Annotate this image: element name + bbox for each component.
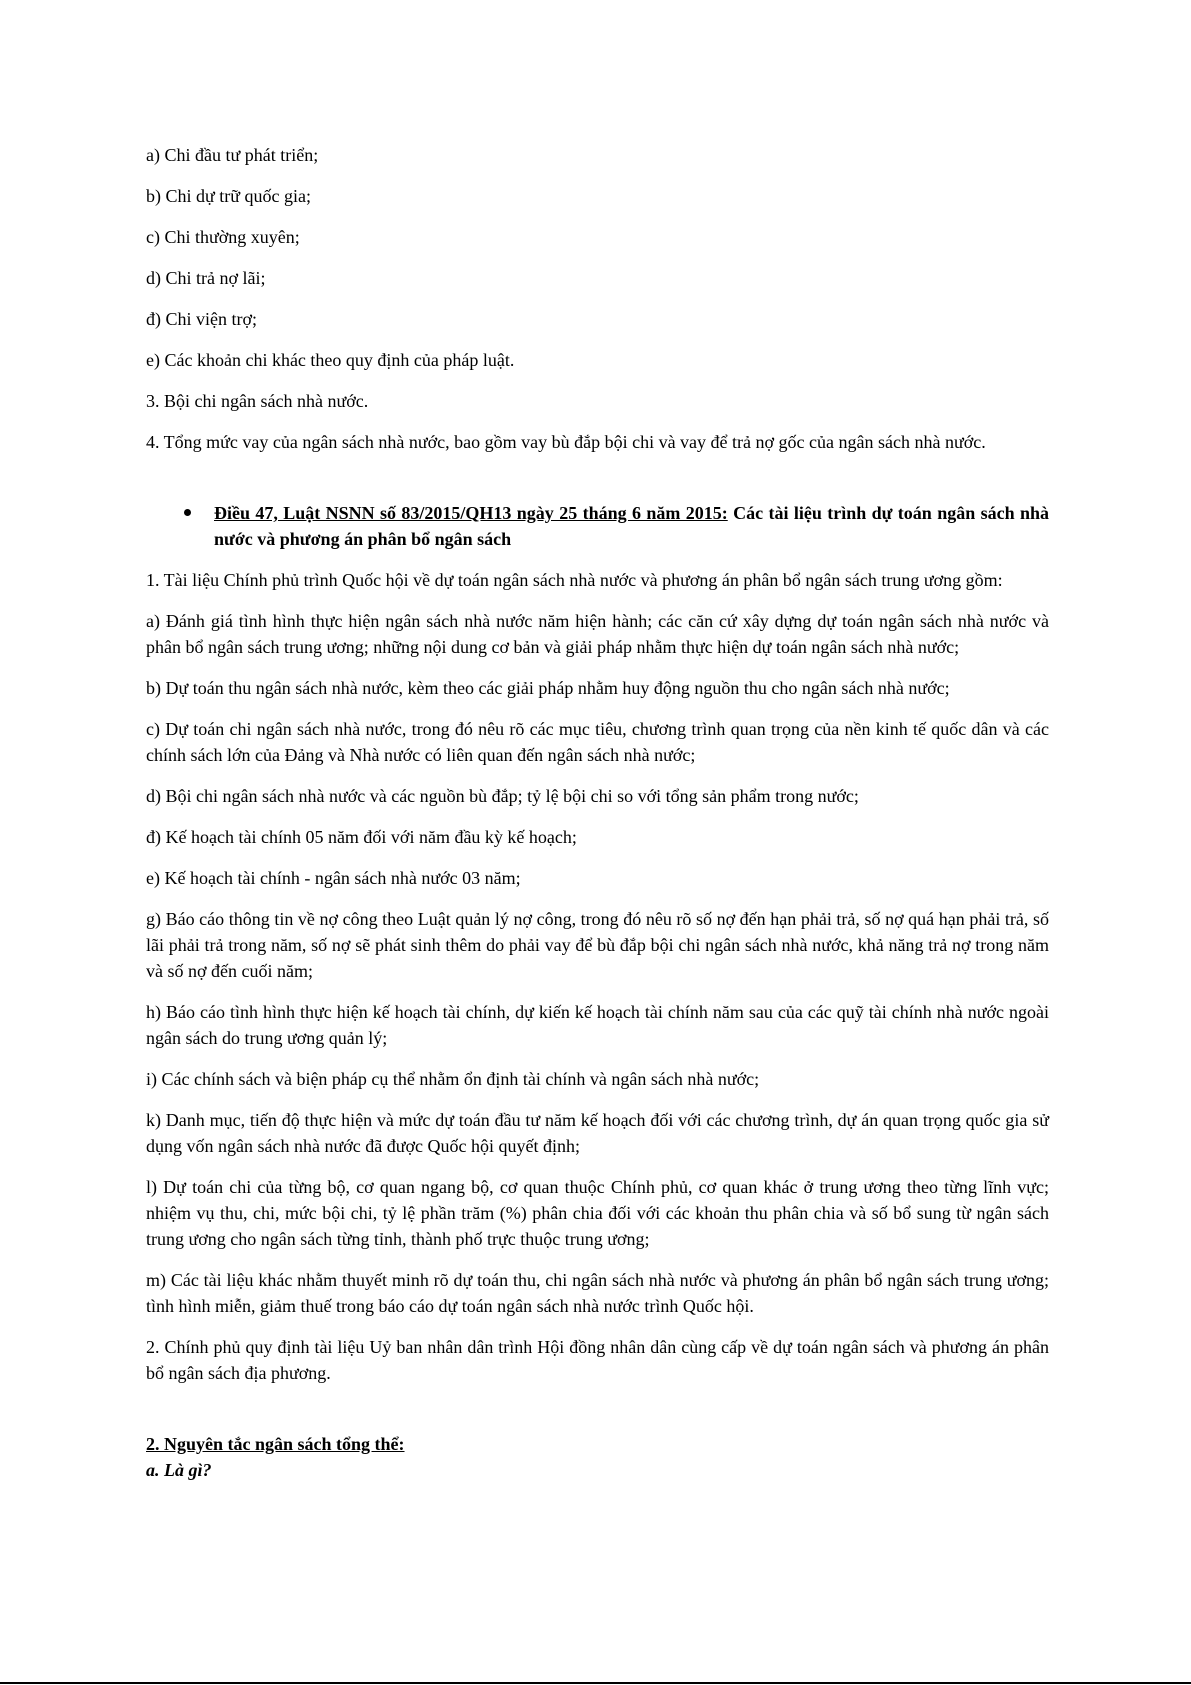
- article-heading: [146, 500, 1049, 552]
- list-item: e) Các khoản chi khác theo quy định của pháp luật.: [146, 350, 515, 370]
- list-item: d) Chi trả nợ lãi;: [146, 268, 266, 288]
- paragraph: 2. Chính phủ quy định tài liệu Uỷ ban nhân dân trình Hội đồng nhân dân cùng cấp về dự toán ngân sách và phương án phân bổ ngân sách địa phương.: [146, 1337, 1049, 1383]
- paragraph: h) Báo cáo tình hình thực hiện kế hoạch tài chính, dự kiến kế hoạch tài chính năm sau của các quỹ tài chính nhà nước ngoài ngân sách do trung ương quản lý;: [146, 1002, 1049, 1048]
- article-reference: Điều 47, Luật NSNN số 83/2015/QH13 ngày 25 tháng 6 năm 2015:: [214, 503, 728, 523]
- paragraph: 1. Tài liệu Chính phủ trình Quốc hội về dự toán ngân sách nhà nước và phương án phân bổ ngân sách trung ương gồm:: [146, 570, 1003, 590]
- section-title: 2. Nguyên tắc ngân sách tổng thể:: [146, 1434, 405, 1454]
- paragraph: l) Dự toán chi của từng bộ, cơ quan ngang bộ, cơ quan thuộc Chính phủ, cơ quan khác ở trung ương theo từng lĩnh vực; nhiệm vụ thu, chi, mức bội chi, tỷ lệ phần trăm (%) phân chia đối với các khoản thu phân chia và số bổ sung từ ngân sách trung ương cho ngân sách từng tỉnh, thành phố trực thuộc trung ương;: [146, 1177, 1049, 1249]
- paragraph: m) Các tài liệu khác nhằm thuyết minh rõ dự toán thu, chi ngân sách nhà nước và phương án phân bổ ngân sách trung ương; tình hình miễn, giảm thuế trong báo cáo dự toán ngân sách nhà nước trình Quốc hội.: [146, 1270, 1049, 1316]
- paragraph: d) Bội chi ngân sách nhà nước và các nguồn bù đắp; tỷ lệ bội chi so với tổng sản phẩm trong nước;: [146, 786, 859, 806]
- paragraph: e) Kế hoạch tài chính - ngân sách nhà nước 03 năm;: [146, 868, 521, 888]
- paragraph: a) Đánh giá tình hình thực hiện ngân sách nhà nước năm hiện hành; các căn cứ xây dựng dự toán ngân sách nhà nước và phân bổ ngân sách trung ương; những nội dung cơ bản và giải pháp nhằm thực hiện dự toán ngân sách nhà nước;: [146, 611, 1049, 657]
- list-item: a) Chi đầu tư phát triển;: [146, 145, 319, 165]
- paragraph: đ) Kế hoạch tài chính 05 năm đối với năm đầu kỳ kế hoạch;: [146, 827, 577, 847]
- bullet-icon: [146, 500, 214, 552]
- paragraph: k) Danh mục, tiến độ thực hiện và mức dự toán đầu tư năm kế hoạch đối với các chương trình, dự án quan trọng quốc gia sử dụng vốn ngân sách nhà nước đã được Quốc hội quyết định;: [146, 1110, 1049, 1156]
- section-subtitle: a. Là gì?: [146, 1460, 212, 1480]
- paragraph: b) Dự toán thu ngân sách nhà nước, kèm theo các giải pháp nhằm huy động nguồn thu cho ngân sách nhà nước;: [146, 678, 950, 698]
- list-item: đ) Chi viện trợ;: [146, 309, 258, 329]
- document-page: [146, 142, 1049, 1483]
- paragraph: c) Dự toán chi ngân sách nhà nước, trong đó nêu rõ các mục tiêu, chương trình quan trọng của nền kinh tế quốc dân và các chính sách lớn của Đảng và Nhà nước có liên quan đến ngân sách nhà nước;: [146, 719, 1049, 765]
- list-item: c) Chi thường xuyên;: [146, 227, 300, 247]
- paragraph: i) Các chính sách và biện pháp cụ thể nhằm ổn định tài chính và ngân sách nhà nước;: [146, 1069, 760, 1089]
- list-item: b) Chi dự trữ quốc gia;: [146, 186, 311, 206]
- paragraph: g) Báo cáo thông tin về nợ công theo Luật quản lý nợ công, trong đó nêu rõ số nợ đến hạn phải trả, số nợ quá hạn phải trả, số lãi phải trả trong năm, số nợ sẽ phát sinh thêm do phải vay để bù đắp bội chi ngân sách nhà nước, khả năng trả nợ trong năm và số nợ đến cuối năm;: [146, 909, 1049, 981]
- page-bottom-rule: [0, 1682, 1191, 1684]
- list-item: 3. Bội chi ngân sách nhà nước.: [146, 391, 369, 411]
- list-item: 4. Tổng mức vay của ngân sách nhà nước, bao gồm vay bù đắp bội chi và vay để trả nợ gốc của ngân sách nhà nước.: [146, 432, 986, 452]
- article-title: Các tài liệu trình dự toán ngân sách nhà nước và phương án phân bổ ngân sách: [214, 503, 1050, 549]
